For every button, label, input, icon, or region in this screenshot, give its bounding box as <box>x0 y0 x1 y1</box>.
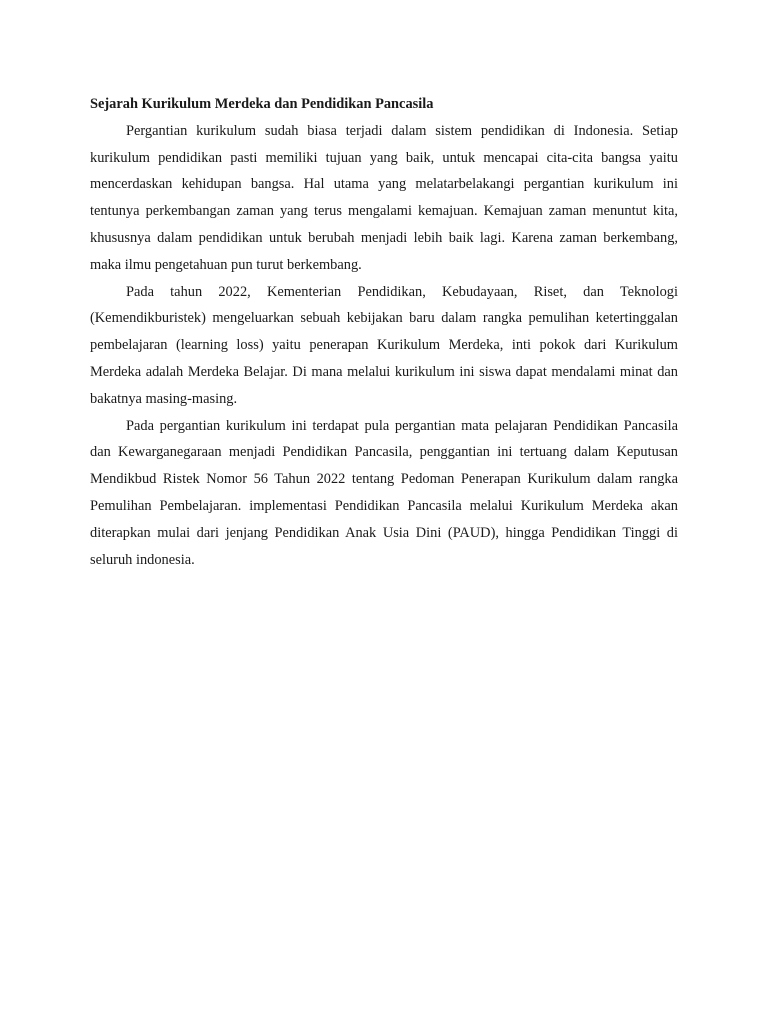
paragraph-1: Pergantian kurikulum sudah biasa terjadi dalam sistem pendidikan di Indonesia. Setiap kurikulum pendidikan pasti memiliki tujuan yang baik, untuk mencapai cita-cita bangsa yaitu mencerdaskan kehidupan bangsa. Hal utama yang melatarbelakangi pergantian kurikulum ini tentunya perkembangan zaman yang terus mengalami kemajuan. Kemajuan zaman menuntut kita, khususnya dalam pendidikan untuk berubah menjadi lebih baik lagi. Karena zaman berkembang, maka ilmu pengetahuan pun turut berkembang. <box>90 122 678 273</box>
paragraph-3: Pada pergantian kurikulum ini terdapat pula pergantian mata pelajaran Pendidikan Pancasila dan Kewarganegaraan menjadi Pendidikan Pancasila, penggantian ini tertuang dalam Keputusan Mendikbud Ristek Nomor 56 Tahun 2022 tentang Pedoman Penerapan Kurikulum dalam rangka Pemulihan Pembelajaran. implementasi Pendidikan Pancasila melalui Kurikulum Merdeka akan diterapkan mulai dari jenjang Pendidikan Anak Usia Dini (PAUD), hingga Pendidikan Tinggi di seluruh indonesia. <box>90 417 678 568</box>
document-title: Sejarah Kurikulum Merdeka dan Pendidikan Pancasila <box>90 96 434 112</box>
paragraph-2: Pada tahun 2022, Kementerian Pendidikan, Kebudayaan, Riset, dan Teknologi (Kemendikburistek) mengeluarkan sebuah kebijakan baru dalam rangka pemulihan ketertinggalan pembelajaran (learning loss) yaitu penerapan Kurikulum Merdeka, inti pokok dari Kurikulum Merdeka adalah Merdeka Belajar. Di mana melalui kurikulum ini siswa dapat mendalami minat dan bakatnya masing-masing. <box>90 283 678 407</box>
document-page <box>90 91 678 573</box>
